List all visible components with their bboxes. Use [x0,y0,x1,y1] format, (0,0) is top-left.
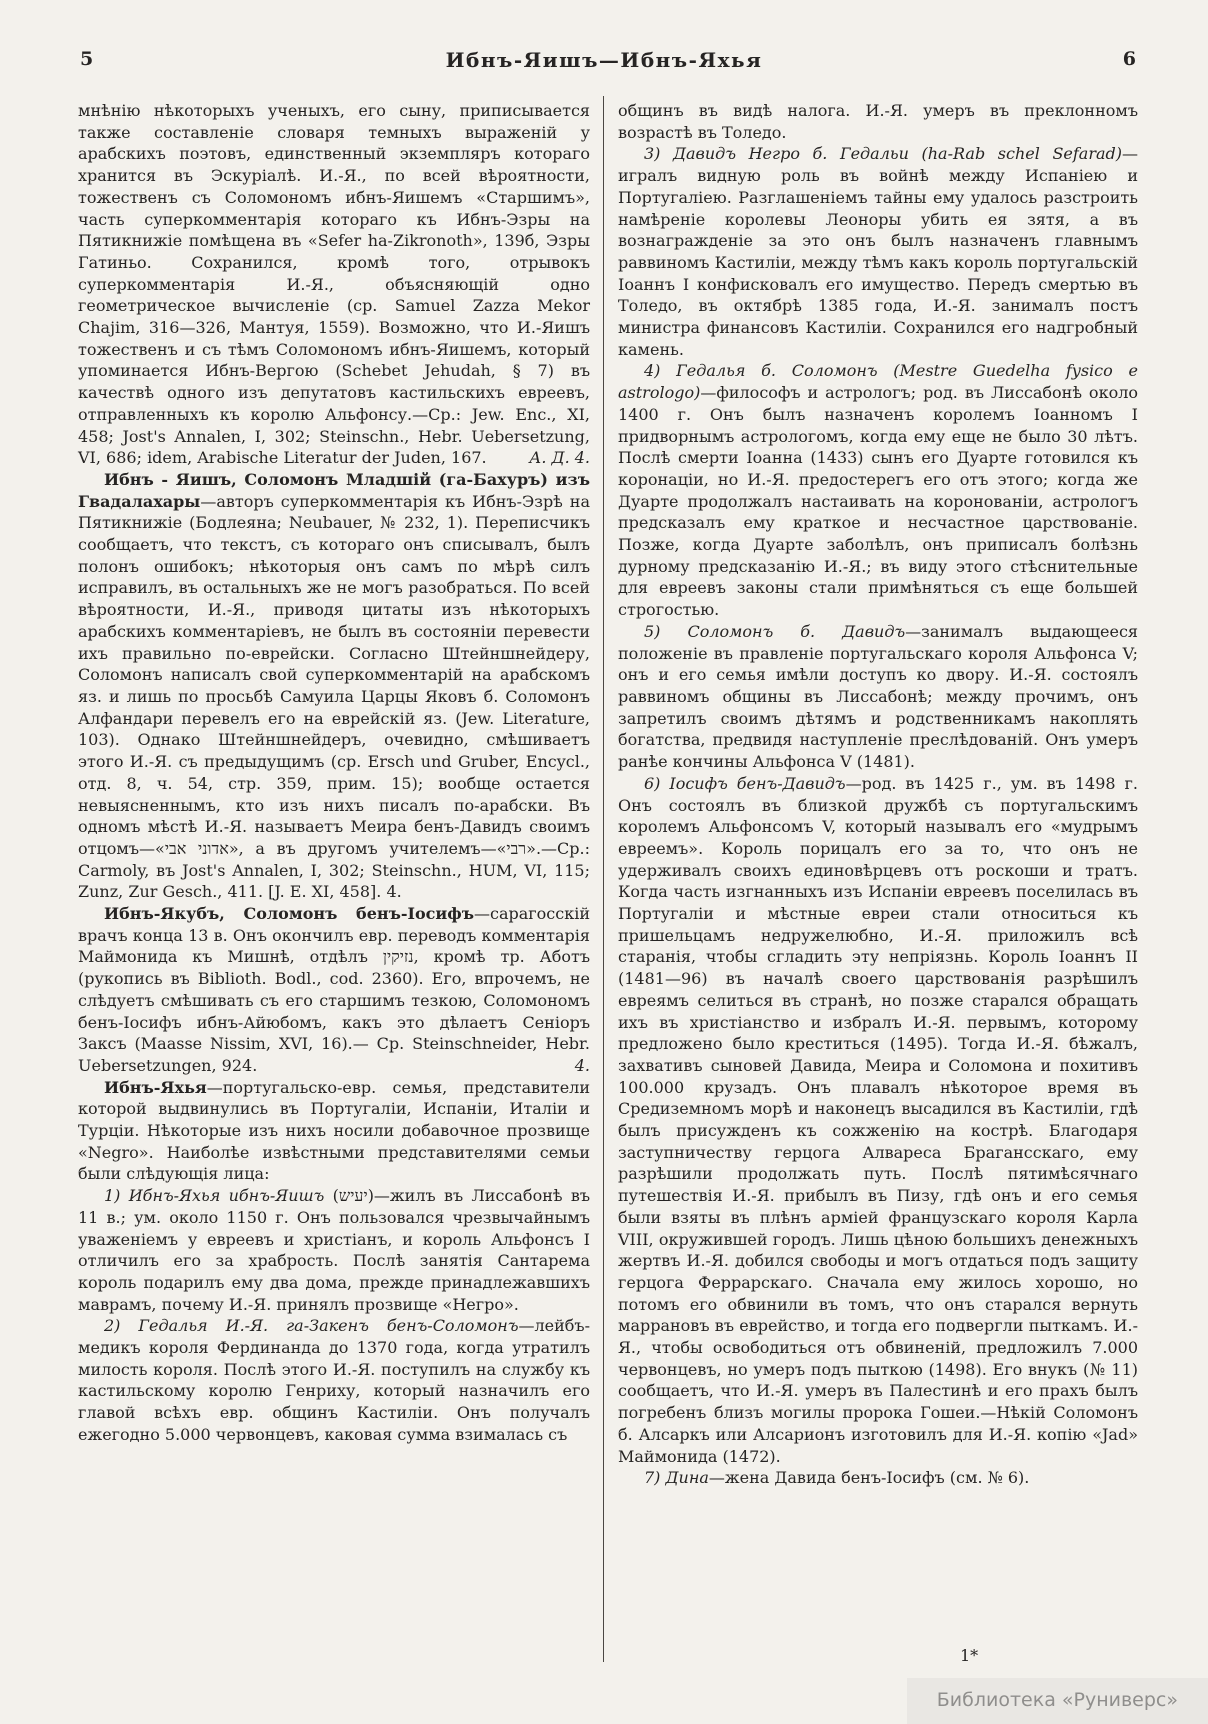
entry-item-lead: 5) Соломонъ б. Давидъ [644,621,906,641]
paragraph-text: —лейбъ-медикъ короля Фердинанда до 1370 года, когда утратилъ милость короля. Послѣ этого И.-Я. поступилъ на службу къ кастильскому королю Генриху, который назначилъ его главой всѣхъ евр. общинъ Кастиліи. Онъ получалъ ежегодно 5.000 червонцевъ, каковая сумма взималась съ [78,1316,590,1444]
paragraph-text: —авторъ суперкомментарія къ Ибнъ-Эзрѣ на Пятикнижіе (Бодлеяна; Neubauer, № 232, 1). Переписчикъ сообщаетъ, что текстъ, съ котораго онъ списывалъ, былъ полонъ ошибокъ; нѣкоторыя онъ самъ по мѣрѣ силъ исправилъ, въ остальныхъ же не могъ разобраться. По всей вѣроятности, И.-Я., приводя цитаты изъ нѣкоторыхъ арабскихъ комментаріевъ, не былъ въ состояніи перевести ихъ правильно по-еврейски. Согласно Штейншнейдеру, Соломонъ написалъ свой суперкомментарій на арабскомъ яз. и лишь по просьбѣ Самуила Царцы Яковъ б. Соломонъ Алфандари перевелъ его на еврейскій яз. (Jew. Literature, 103). Однако Штейншнейдеръ, очевидно, смѣшиваетъ этого И.-Я. съ предыдущимъ (ср. Ersch und Gruber, Encycl., отд. 8, ч. 54, стр. 359, прим. 15); вообще остается невыясненнымъ, кто изъ нихъ писалъ по-арабски. Въ одномъ мѣстѣ И.-Я. называетъ Меира бенъ-Давидъ своимъ отцомъ—«אדוני אבי», а въ другомъ учителемъ—«רבי».—Ср.: Carmoly, въ Jost's Annalen, I, 302; Steinschn., HUM, VI, 115; Zunz, Zur Gesch., 411. [J. E. XI, 458]. 4. [78,491,590,902]
library-watermark: Библиотека «Руниверс» [907,1678,1208,1724]
entry-item-2 [78,1315,590,1445]
paragraph-text: —игралъ видную роль въ войнѣ между Испаніею и Португаліею. Разглашеніемъ тайны ему удалось разстроить намѣреніе королевы Леоноры убить ея зятя, а въ вознагражденіе за это онъ былъ назначенъ главнымъ раввиномъ Кастиліи, между тѣмъ какъ король португальскій Іоаннъ I конфисковалъ его имущество. Передъ смертью въ Толедо, въ октябрѣ 1385 года, И.-Я. занималъ постъ министра финансовъ Кастиліи. Сохранился его надгробный камень. [618,144,1138,359]
entry-item-lead: 3) Давидъ Негро б. Гедальи (ha-Rab schel Sefarad) [644,144,1122,164]
page-number-left: 5 [80,48,94,70]
entry-headword: Ибнъ-Якубъ, Соломонъ бенъ-Іосифъ [104,904,474,924]
paragraph-continuation [78,100,590,469]
paragraph-text: —род. въ 1425 г., ум. въ 1498 г. Онъ состоялъ въ близкой дружбѣ съ португальскимъ королемъ Альфонсомъ V, который называлъ его «мудрымъ евреемъ». Король порицалъ его за то, что онъ не удерживалъ своихъ единовѣрцевъ отъ роскоши и тратъ. Когда часть изгнанныхъ изъ Испаніи евреевъ поселилась въ Португаліи и мѣстные евреи стали относиться къ пришельцамъ недружелюбно, И.-Я. приложилъ всѣ старанія, чтобы сгладить эту непріязнь. Король Іоаннъ II (1481—96) въ началѣ своего царствованія разрѣшилъ евреямъ селиться въ странѣ, но позже старался обращать ихъ въ христіанство и избралъ И.-Я. первымъ, которому предложено было креститься (1495). Тогда И.-Я. бѣжалъ, захвативъ сыновей Давида, Меира и Соломона и похитивъ 100.000 крузадъ. Онъ плавалъ нѣкоторое время въ Средиземномъ морѣ и наконецъ высадился въ Кастиліи, гдѣ былъ присужденъ къ сожженію на кострѣ. Благодаря заступничеству герцога Алвареса Брагансскаго, ему разрѣшили продолжать путь. Послѣ пятимѣсячнаго путешествія И.-Я. прибылъ въ Пизу, гдѣ онъ и его семья были взяты въ плѣнъ арміей французскаго короля Карла VIII, окружившей городъ. Лишь цѣною большихъ денежныхъ жертвъ И.-Я. добился свободы и могъ отдаться подъ защиту герцога Феррарскаго. Сначала ему жилось хорошо, но потомъ его обвинили въ томъ, что онъ старался вернуть маррановъ въ еврейство, и тогда его подвергли пыткамъ. И.-Я., чтобы освободиться отъ обвиненій, предложилъ 7.000 червонцевъ, но умеръ подъ пыткою (1498). Его внукъ (№ 11) сообщаетъ, что И.-Я. умеръ въ Палестинѣ и его прахъ былъ погребенъ близъ могилы пророка Гошеи.—Нѣкій Соломонъ б. Алсаркъ или Алсарионъ изготовилъ для И.-Я. копію «Jad» Маймонида (1472). [618,773,1138,1466]
entry-item-6 [618,773,1138,1468]
paragraph-text: общинъ въ видѣ налога. И.-Я. умеръ въ преклонномъ возрастѣ въ Толедо. [618,101,1138,142]
paragraph-text: —сарагосскій врачъ конца 13 в. Онъ окончилъ евр. переводъ комментарія Маймонида къ Мишнѣ, отдѣлъ נזיקין, кромѣ тр. Аботъ (рукопись въ Biblioth. Bodl., cod. 2360). Его, впрочемъ, не слѣдуетъ смѣшивать съ его старшимъ тезкою, Соломономъ бенъ-Іосифъ ибнъ-Айюбомъ, какъ это дѣлаетъ Сеніоръ Заксъ (Maasse Nissim, XVI, 16).— Ср. Steinschneider, Hebr. Uebersetzungen, 924. [78,904,590,1075]
entry-item-3 [618,143,1138,360]
entry-ibn-yakub-solomon [78,903,590,1077]
page-title: Ибнъ-Яишъ—Ибнъ-Яхья [445,48,763,72]
printers-signature-mark: 1* [960,1646,979,1665]
paragraph-continuation [618,100,1138,143]
paragraph-text: (יעיש)—жилъ въ Лиссабонѣ въ 11 в.; ум. около 1150 г. Онъ пользовался чрезвычайнымъ уваженіемъ у евреевъ и христіанъ, и король Альфонсъ I отличилъ его за храбрость. Послѣ занятія Сантарема король подарилъ ему два дома, прежде принадлежавшихъ маврамъ, почему И.-Я. принялъ прозвище «Негро». [78,1186,591,1314]
entry-ibn-yahya-family [78,1077,590,1186]
entry-headword: Ибнъ - Яишъ, Соломонъ Младшій (га-Бахуръ) изъ Гвадалахары [78,469,590,511]
entry-item-5 [618,621,1138,773]
right-column [618,100,1138,1489]
left-column [78,100,590,1446]
entry-headword: Ибнъ-Яхья [104,1077,207,1097]
entry-item-lead: 7) Дина [644,1468,709,1488]
paragraph-text: —португальско-евр. семья, представители которой выдвинулись въ Португаліи, Испаніи, Италіи и Турціи. Нѣкоторые изъ нихъ носили добавочное прозвище «Negro». Наиболѣе извѣстными представителями семьи были слѣдующія лица: [78,1077,590,1184]
entry-ibn-yaish-solomon-junior [78,469,590,903]
entry-item-4 [618,360,1138,620]
entry-item-lead: 2) Гедалья И.-Я. га-Закенъ бенъ-Соломонъ [104,1316,519,1336]
entry-item-7 [618,1467,1138,1489]
paragraph-text: мнѣнію нѣкоторыхъ ученыхъ, его сыну, приписывается также составленіе словаря темныхъ выраженій у арабскихъ поэтовъ, единственный экземпляръ котораго хранится въ Эскуріалѣ. И.-Я., по всей вѣроятности, тожественъ съ Соломономъ ибнъ-Яишемъ «Старшимъ», часть суперкомментарія котораго къ Ибнъ-Эзры на Пятикнижіе помѣщена въ «Sefer ha-Zikronoth», 139б, Эзры Гатиньо. Сохранился, кромѣ того, отрывокъ суперкомментарія И.-Я., объясняющій одно геометрическое вычисленіе (ср. Samuel Zazza Mekor Chajim, 316—326, Мантуя, 1559). Возможно, что И.-Яишъ тожественъ и съ тѣмъ Соломономъ ибнъ-Яишемъ, который упоминается Ибнъ-Вергою (Schebet Jehudah, § 7) въ качествѣ одного изъ депутатовъ кастильскихъ евреевъ, отправленныхъ къ королю Альфонсу.—Ср.: Jew. Enc., XI, 458; Jost's Annalen, I, 302; Steinschn., Hebr. Uebersetzung, VI, 686; idem, Arabische Literatur der Juden, 167. [78,101,590,468]
entry-item-lead: 6) Іосифъ бенъ-Давидъ [644,773,846,793]
page-number-right: 6 [1122,48,1136,70]
entry-item-lead: 4) Гедалья б. Соломонъ (Mestre Guedelha fysico e astrologo) [618,361,1138,403]
entry-item-1 [78,1185,590,1315]
page-header [0,48,1208,80]
paragraph-text: —жена Давида бенъ-Іосифъ (см. № 6). [708,1468,1030,1488]
paragraph-text: —занималъ выдающееся положеніе въ правленіе португальскаго короля Альфонса V; онъ и его семья имѣли доступъ ко двору. И.-Я. состоялъ раввиномъ общины въ Лиссабонѣ; между прочимъ, онъ запретилъ своимъ дѣтямъ и родственникамъ накоплять богатства, предвидя наступленіе преслѣдованій. Онъ умеръ ранѣе кончины Альфонса V (1481). [618,621,1139,772]
paragraph-text: —философъ и астрологъ; род. въ Лиссабонѣ около 1400 г. Онъ былъ назначенъ королемъ Іоанномъ I придворнымъ астрологомъ, когда ему еще не было 30 лѣтъ. Послѣ смерти Іоанна (1433) сынъ его Дуарте готовился къ коронаціи, но И.-Я. предостерегъ его отъ этого; когда же Дуарте продолжалъ настаивать на коронованіи, астрологъ предсказалъ ему краткое и несчастное царствованіе. Позже, когда Дуарте заболѣлъ, онъ приписалъ болѣзнь дурному предсказанію И.-Я.; въ виду этого стѣснительные для евреевъ законы стали примѣняться съ еще большей строгостью. [618,383,1138,620]
entry-item-lead: 1) Ибнъ-Яхья ибнъ-Яишъ [104,1186,325,1206]
author-signature: 4. [574,1055,590,1075]
column-divider [603,96,604,1662]
author-signature: А. Д. 4. [529,448,590,468]
